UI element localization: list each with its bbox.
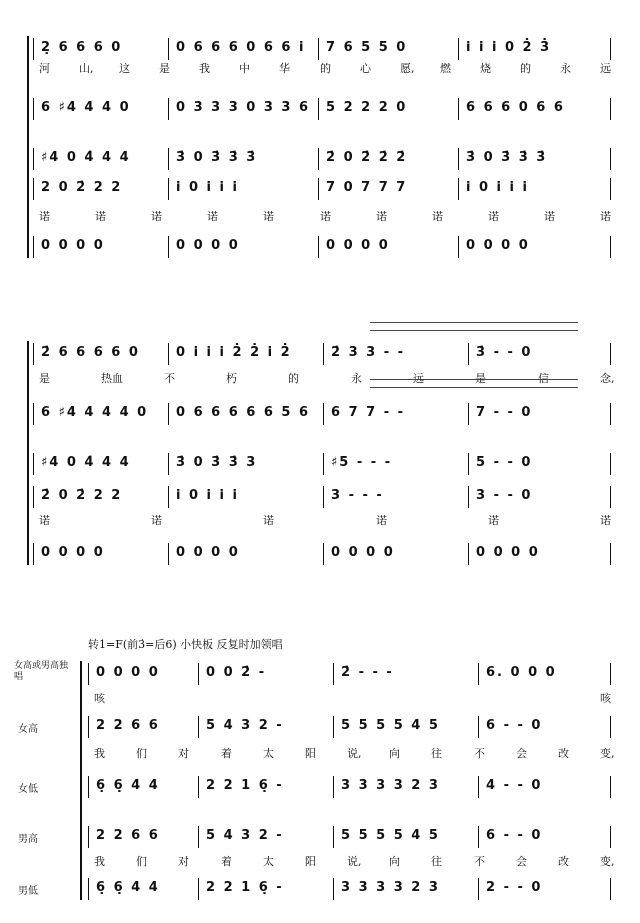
voice-label: 男低: [18, 886, 38, 897]
lyric-syllable: 会: [516, 855, 527, 868]
lyric-syllable: 愿,: [400, 62, 415, 75]
lyric-syllable: 诺: [488, 210, 499, 223]
lyric-syllable: 诺: [544, 210, 555, 223]
bar-line: [168, 403, 169, 425]
measure: 0 0 0 0: [476, 545, 540, 560]
bar-line: [478, 878, 479, 900]
bar-line: [168, 343, 169, 365]
lyric-syllable: 诺: [39, 514, 50, 527]
bar-line: [33, 403, 34, 425]
lyric-syllable: 永: [351, 372, 362, 385]
measure: i i i 0 2̇ 3̇: [466, 40, 552, 55]
measure: 3̇ - - 0: [476, 345, 533, 360]
lyric-syllable: 是: [39, 372, 50, 385]
lyric-syllable: 燃: [440, 62, 451, 75]
bar-line: [33, 543, 34, 565]
stave-line: [0, 238, 640, 258]
lyric-syllable: 向: [389, 747, 400, 760]
measure: 6 ♯4 4 4 4 0: [41, 405, 149, 420]
lyric-syllable: 变,: [600, 855, 615, 868]
measure: 2̇ 0 2̇ 2̇ 2̇: [326, 150, 408, 165]
lyric-syllable: [413, 370, 424, 386]
lyric-syllable: 不: [474, 747, 485, 760]
bar-line: [88, 663, 89, 685]
measure: 2̇ 3 3 - -: [331, 345, 406, 360]
bar-line: [198, 776, 199, 798]
lyric-syllable: 永: [560, 62, 571, 75]
bar-line: [610, 826, 611, 848]
measure: ♯5 - - -: [331, 455, 393, 470]
lyric-syllable: 改: [558, 855, 569, 868]
bar-line: [323, 343, 324, 365]
measure: 5 2 2 2 0: [326, 100, 408, 115]
lyric-syllable: 说,: [347, 855, 362, 868]
measure: i 0 i i i: [176, 180, 239, 195]
bar-line: [610, 453, 611, 475]
measure: 0 0 0 0: [326, 238, 390, 253]
stave-line: [0, 405, 640, 425]
lyric-syllable: [475, 370, 486, 386]
measure: 0 0 0 0: [176, 545, 240, 560]
bar-line: [610, 98, 611, 120]
bar-line: [88, 878, 89, 900]
stave-line: [0, 40, 640, 60]
bar-line: [318, 178, 319, 200]
lyric-syllable: 这: [119, 62, 130, 75]
lyric-syllable: 是: [159, 62, 170, 75]
measure: 2 - - 0: [486, 880, 543, 895]
lyric-syllable: 热血: [101, 372, 123, 385]
measure: 0 3 3 3 0 3 3 6: [176, 100, 311, 115]
extension-rule: [370, 322, 578, 323]
measure: 3 - - 0: [476, 488, 533, 503]
bar-line: [318, 98, 319, 120]
measure: 0 6 6 6 6 6 5 6: [176, 405, 311, 420]
measure: 0 0 0 0: [466, 238, 530, 253]
bar-line: [168, 543, 169, 565]
measure: 3̇ 0 3̇ 3̇ 3: [176, 455, 258, 470]
measure: 5 5 5 5 4 5: [341, 828, 440, 843]
bar-line: [168, 486, 169, 508]
bar-line: [458, 236, 459, 258]
voice-label: 女低: [18, 784, 38, 795]
lyric-syllable: 诺: [95, 210, 106, 223]
measure: ♯4 0 4̇ 4 4: [41, 150, 131, 165]
lyric-line: [0, 512, 640, 528]
lyric-syllable: 改: [558, 747, 569, 760]
lyric-syllable: 山,: [79, 62, 94, 75]
bar-line: [610, 403, 611, 425]
stave-line: [0, 880, 640, 900]
lyric-syllable: 们: [136, 855, 147, 868]
measure: ♯4 0 4̇ 4 4: [41, 455, 131, 470]
bar-line: [478, 776, 479, 798]
bar-line: [610, 236, 611, 258]
bar-line: [610, 776, 611, 798]
bar-line: [198, 826, 199, 848]
stave-line: [0, 100, 640, 120]
bar-line: [33, 38, 34, 60]
bar-line: [610, 343, 611, 365]
lyric-syllable: 不: [474, 855, 485, 868]
bar-line: [88, 826, 89, 848]
voice-label: 男高: [18, 834, 38, 845]
bar-line: [33, 148, 34, 170]
bar-line: [323, 486, 324, 508]
lyric-syllable: 我: [199, 62, 210, 75]
bar-line: [458, 178, 459, 200]
measure: i 0 i i i: [176, 488, 239, 503]
lyric-line: [0, 370, 640, 386]
lyric-syllable: 对: [178, 747, 189, 760]
measure: 2̇ - - -: [341, 665, 394, 680]
lyric-syllable: 说,: [347, 747, 362, 760]
bar-line: [610, 178, 611, 200]
measure: 2 0 2̇ 2 2: [41, 180, 123, 195]
lyric-syllable: 往: [431, 855, 442, 868]
stave-line: [0, 545, 640, 565]
bar-line: [610, 878, 611, 900]
lyric-syllable: 对: [178, 855, 189, 868]
lyric-syllable: 阳: [305, 747, 316, 760]
lyric-syllable: 向: [389, 855, 400, 868]
extension-rule: [370, 379, 578, 380]
measure: i 0 i i i: [466, 180, 529, 195]
lyric-syllable: 的: [520, 62, 531, 75]
lyric-syllable: 太: [263, 855, 274, 868]
lyric-syllable: 着: [221, 855, 232, 868]
bar-line: [318, 148, 319, 170]
bar-line: [468, 486, 469, 508]
bar-line: [333, 776, 334, 798]
measure: 6 - - 0: [486, 828, 543, 843]
measure: 0 0 0 0: [41, 238, 105, 253]
bar-line: [468, 453, 469, 475]
bar-line: [333, 826, 334, 848]
bar-line: [333, 878, 334, 900]
measure: 0 i i i 2̇ 2̇ i 2̇: [176, 345, 292, 360]
lyric-syllable: 朽: [226, 372, 237, 385]
bar-line: [168, 178, 169, 200]
lyric-syllable: [538, 370, 549, 386]
bar-line: [323, 453, 324, 475]
measure: 0 0 2̇ -: [206, 665, 267, 680]
measure: 2̣ 6 6 6 0: [41, 40, 123, 55]
bar-line: [33, 453, 34, 475]
measure: 6̣ 6̣ 4 4: [96, 880, 160, 895]
bar-line: [168, 148, 169, 170]
bar-line: [323, 543, 324, 565]
measure: 0 0 0 0: [176, 238, 240, 253]
lyric-line: [0, 208, 640, 224]
measure: 2 2 1 6̣ -: [206, 778, 284, 793]
bar-line: [33, 236, 34, 258]
lyric-syllable: 的: [288, 372, 299, 385]
lyric-syllable: 诺: [207, 210, 218, 223]
measure: 5 - - 0: [476, 455, 533, 470]
measure: 2̇ 0 2̇ 2 2: [41, 488, 123, 503]
measure: 3 - - -: [331, 488, 384, 503]
lyric-syllable: 心: [360, 62, 371, 75]
lyric-syllable: 中: [239, 62, 250, 75]
measure: 3̇ 0 3̇ 3̇ 3̇: [466, 150, 548, 165]
lyric-syllable: 往: [431, 747, 442, 760]
measure: 7 6 5 5 0: [326, 40, 408, 55]
measure: 6̣ 6̣ 4 4: [96, 778, 160, 793]
stave-line: [0, 488, 640, 508]
bar-line: [198, 878, 199, 900]
bar-line: [610, 543, 611, 565]
lyric-syllable: 变,: [600, 747, 615, 760]
lyric-syllable: 诺: [600, 210, 611, 223]
lyric-line: [0, 690, 640, 706]
bar-line: [610, 663, 611, 685]
bar-line: [458, 98, 459, 120]
bar-line: [610, 38, 611, 60]
measure: 3 3 3 3 2 3: [341, 778, 440, 793]
lyric-syllable: 诺: [432, 210, 443, 223]
lyric-line: [0, 745, 640, 761]
extension-rule: [370, 330, 578, 331]
lyric-line: [0, 853, 640, 869]
measure: 0 0 0 0: [331, 545, 395, 560]
lyric-syllable: 会: [516, 747, 527, 760]
measure: 6. 0 0 0: [486, 665, 557, 680]
bar-line: [318, 38, 319, 60]
bar-line: [478, 663, 479, 685]
bar-line: [33, 343, 34, 365]
voice-label: 女高: [18, 724, 38, 735]
bar-line: [168, 236, 169, 258]
measure: 7 0 7 7 7: [326, 180, 408, 195]
lyric-syllable: 华: [279, 62, 290, 75]
bar-line: [33, 98, 34, 120]
stave-line: [0, 180, 640, 200]
bar-line: [198, 663, 199, 685]
bar-line: [458, 148, 459, 170]
lyric-syllable: 诺: [151, 514, 162, 527]
stave-line: [0, 150, 640, 170]
measure: 2 2 6 6: [96, 828, 160, 843]
lyric-line: [0, 60, 640, 76]
lyric-syllable: 烧: [480, 62, 491, 75]
bar-line: [468, 543, 469, 565]
measure: 2 2 6 6: [96, 718, 160, 733]
stave-line: [0, 828, 640, 848]
lyric-syllable: 我: [94, 855, 105, 868]
bar-line: [333, 663, 334, 685]
lyric-syllable: 不: [164, 372, 175, 385]
bar-line: [478, 826, 479, 848]
measure: 5 4 3 2 -: [206, 718, 284, 733]
bar-line: [168, 38, 169, 60]
measure: 6 6 6 0 6 6: [466, 100, 565, 115]
stave-line: [0, 455, 640, 475]
measure: 3̇ 0 3̇ 3̇ 3̇: [176, 150, 258, 165]
lyric-syllable: 诺: [263, 514, 274, 527]
lyric-syllable: 着: [221, 747, 232, 760]
bar-line: [333, 716, 334, 738]
measure: 5 5 5 5 4 5: [341, 718, 440, 733]
bar-line: [468, 343, 469, 365]
bar-line: [33, 486, 34, 508]
lyric-syllable: 太: [263, 747, 274, 760]
lyric-syllable: 远: [600, 62, 611, 75]
measure: 0 0 0 0: [41, 545, 105, 560]
bar-line: [318, 236, 319, 258]
measure: 0 0 0 0: [96, 665, 160, 680]
bar-line: [33, 178, 34, 200]
measure: 6 ♯4 4 4 0: [41, 100, 131, 115]
lyric-syllable: 河: [39, 62, 50, 75]
lyric-syllable: 诺: [376, 210, 387, 223]
measure: 3 3 3 3 2 3: [341, 880, 440, 895]
lyric-syllable: 诺: [376, 514, 387, 527]
lyric-syllable: 我: [94, 747, 105, 760]
stave-line: [0, 778, 640, 798]
key-tempo-header: 转1=F(前3̇=后6) 小快板 反复时加领唱: [88, 638, 283, 651]
stave-line: [0, 661, 640, 685]
bar-line: [168, 453, 169, 475]
bar-line: [323, 403, 324, 425]
bar-line: [478, 716, 479, 738]
lyric-syllable: 阳: [305, 855, 316, 868]
lyric-syllable: 的: [320, 62, 331, 75]
bar-line: [88, 716, 89, 738]
bar-line: [610, 486, 611, 508]
bar-line: [458, 38, 459, 60]
bar-line: [88, 776, 89, 798]
bar-line: [610, 148, 611, 170]
lyric-syllable: 诺: [39, 210, 50, 223]
measure: 5 4 3 2 -: [206, 828, 284, 843]
lyric-syllable: 念,: [600, 372, 615, 385]
stave-line: [0, 718, 640, 738]
bar-line: [198, 716, 199, 738]
stave-line: [0, 345, 640, 365]
voice-label: 女高或男高独唱: [14, 661, 69, 682]
measure: 0 6 6 6 0 6 6 i: [176, 40, 306, 55]
measure: 6 7 7 - -: [331, 405, 406, 420]
lyric-syllable: 诺: [263, 210, 274, 223]
lyric-syllable: 们: [136, 747, 147, 760]
lyric-syllable: 咳: [600, 692, 611, 705]
extension-rule: [370, 387, 578, 388]
measure: 2̇ 6 6 6 6 0: [41, 345, 140, 360]
lyric-syllable: 咳: [94, 692, 105, 705]
lyric-syllable: 诺: [320, 210, 331, 223]
lyric-syllable: 诺: [488, 514, 499, 527]
measure: 7 - - 0: [476, 405, 533, 420]
bar-line: [168, 98, 169, 120]
lyric-syllable: 诺: [151, 210, 162, 223]
measure: 2 2 1 6̣ -: [206, 880, 284, 895]
lyric-syllable: 诺: [600, 514, 611, 527]
measure: 4 - - 0: [486, 778, 543, 793]
bar-line: [610, 716, 611, 738]
measure: 6 - - 0: [486, 718, 543, 733]
bar-line: [468, 403, 469, 425]
